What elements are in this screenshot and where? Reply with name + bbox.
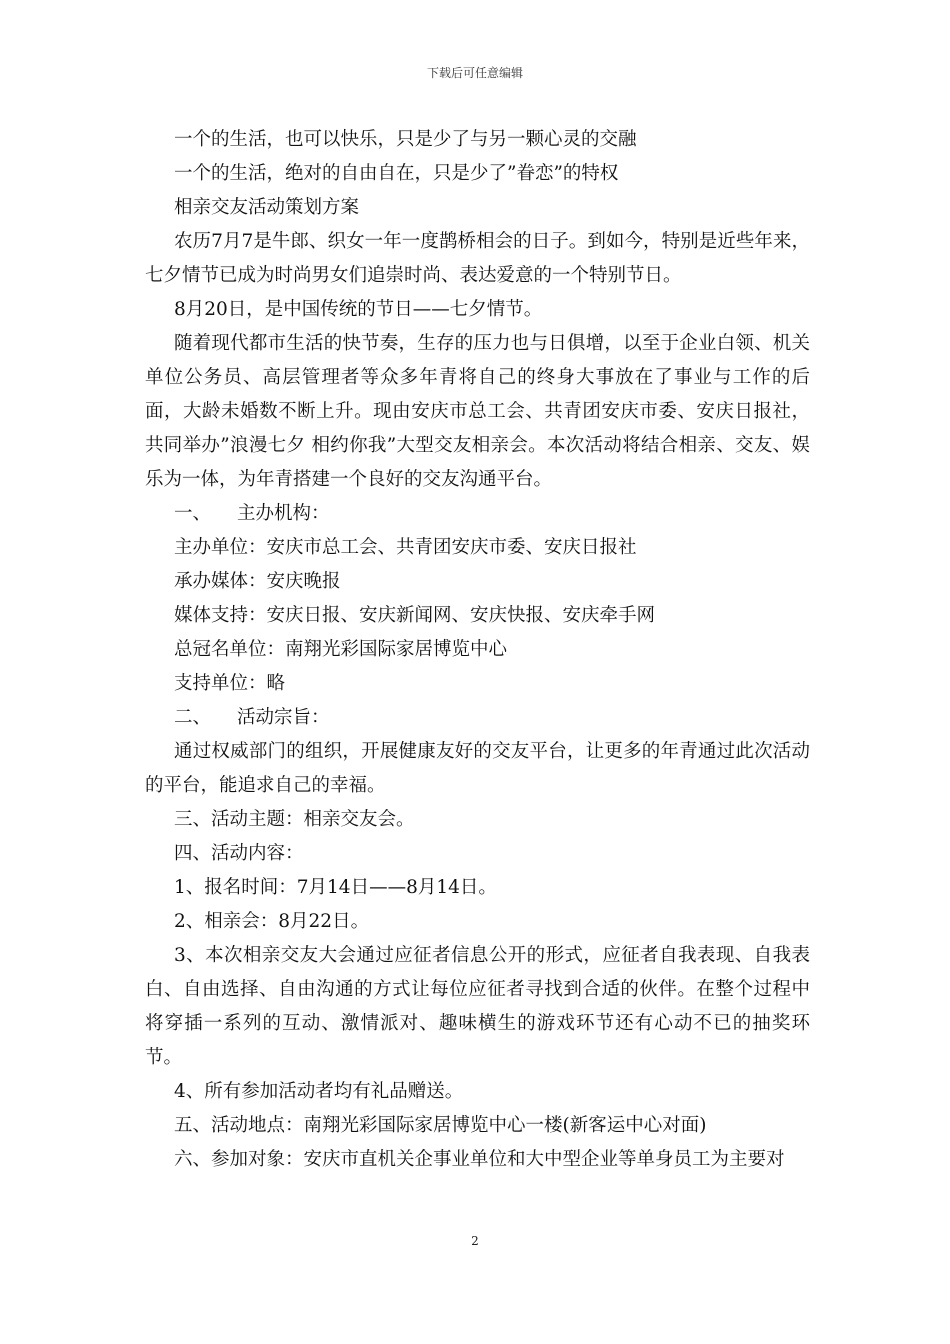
paragraph: 通过权威部门的组织，开展健康友好的交友平台，让更多的年青通过此次活动的平台，能追求自己的幸福。 xyxy=(145,741,810,796)
section-title: 活动宗旨： xyxy=(237,707,330,728)
paragraph: 3、本次相亲交友大会通过应征者信息公开的形式，应征者自我表现、自我表白、自由选择、自由沟通的方式让每位应征者寻找到合适的伙伴。在整个过程中将穿插一系列的互动、激情派对、趣味横生的游戏环节还有心动不已的抽奖环节。 xyxy=(145,945,810,1068)
paragraph: 2、相亲会：8月22日。 xyxy=(174,911,370,932)
paragraph: 四、活动内容： xyxy=(174,843,304,864)
organizer-line: 支持单位：略 xyxy=(174,673,286,694)
section-number: 二、 xyxy=(174,707,212,728)
paragraph: 4、所有参加活动者均有礼品赠送。 xyxy=(174,1081,464,1102)
paragraph: 1、报名时间：7月14日——8月14日。 xyxy=(174,877,497,898)
paragraph: 六、参加对象：安庆市直机关企事业单位和大中型企业等单身员工为主要对 xyxy=(174,1149,785,1170)
organizer-line: 主办单位：安庆市总工会、共青团安庆市委、安庆日报社 xyxy=(174,537,637,558)
page-header: 下载后可任意编辑 xyxy=(426,66,523,80)
organizer-line: 媒体支持：安庆日报、安庆新闻网、安庆快报、安庆牵手网 xyxy=(174,605,656,626)
paragraph: 随着现代都市生活的快节奏，生存的压力也与日俱增，以至于企业白领、机关单位公务员、高层管理者等众多年青将自己的终身大事放在了事业与工作的后面，大龄未婚数不断上升。现由安庆市总工会、共青团安庆市委、安庆日报社，共同举办”浪漫七夕 相约你我”大型交友相亲会。本次活动将结合相亲、交友、娱乐为一体，为年青搭建一个良好的交友沟通平台。 xyxy=(145,333,810,490)
paragraph: 一个的生活，绝对的自由自在，只是少了”眷恋”的特权 xyxy=(174,163,619,184)
paragraph: 三、活动主题：相亲交友会。 xyxy=(174,809,415,830)
section-number: 一、 xyxy=(174,503,212,524)
section-heading-purpose xyxy=(145,701,810,735)
organizer-line: 总冠名单位：南翔光彩国际家居博览中心 xyxy=(174,639,508,660)
document-title: 相亲交友活动策划方案 xyxy=(174,197,360,218)
document-body xyxy=(145,123,810,1177)
paragraph: 农历7月7是牛郎、织女一年一度鹊桥相会的日子。到如今，特别是近些年来，七夕情节已成为时尚男女们追崇时尚、表达爱意的一个特别节日。 xyxy=(145,231,810,286)
organizer-line: 承办媒体：安庆晚报 xyxy=(174,571,341,592)
section-title: 主办机构： xyxy=(237,503,330,524)
paragraph: 8月20日，是中国传统的节日——七夕情节。 xyxy=(174,299,543,320)
page-number: 2 xyxy=(471,1234,479,1248)
section-heading-organizers xyxy=(145,497,810,531)
paragraph: 一个的生活，也可以快乐，只是少了与另一颗心灵的交融 xyxy=(174,129,637,150)
paragraph: 五、活动地点：南翔光彩国际家居博览中心一楼(新客运中心对面) xyxy=(174,1115,707,1136)
